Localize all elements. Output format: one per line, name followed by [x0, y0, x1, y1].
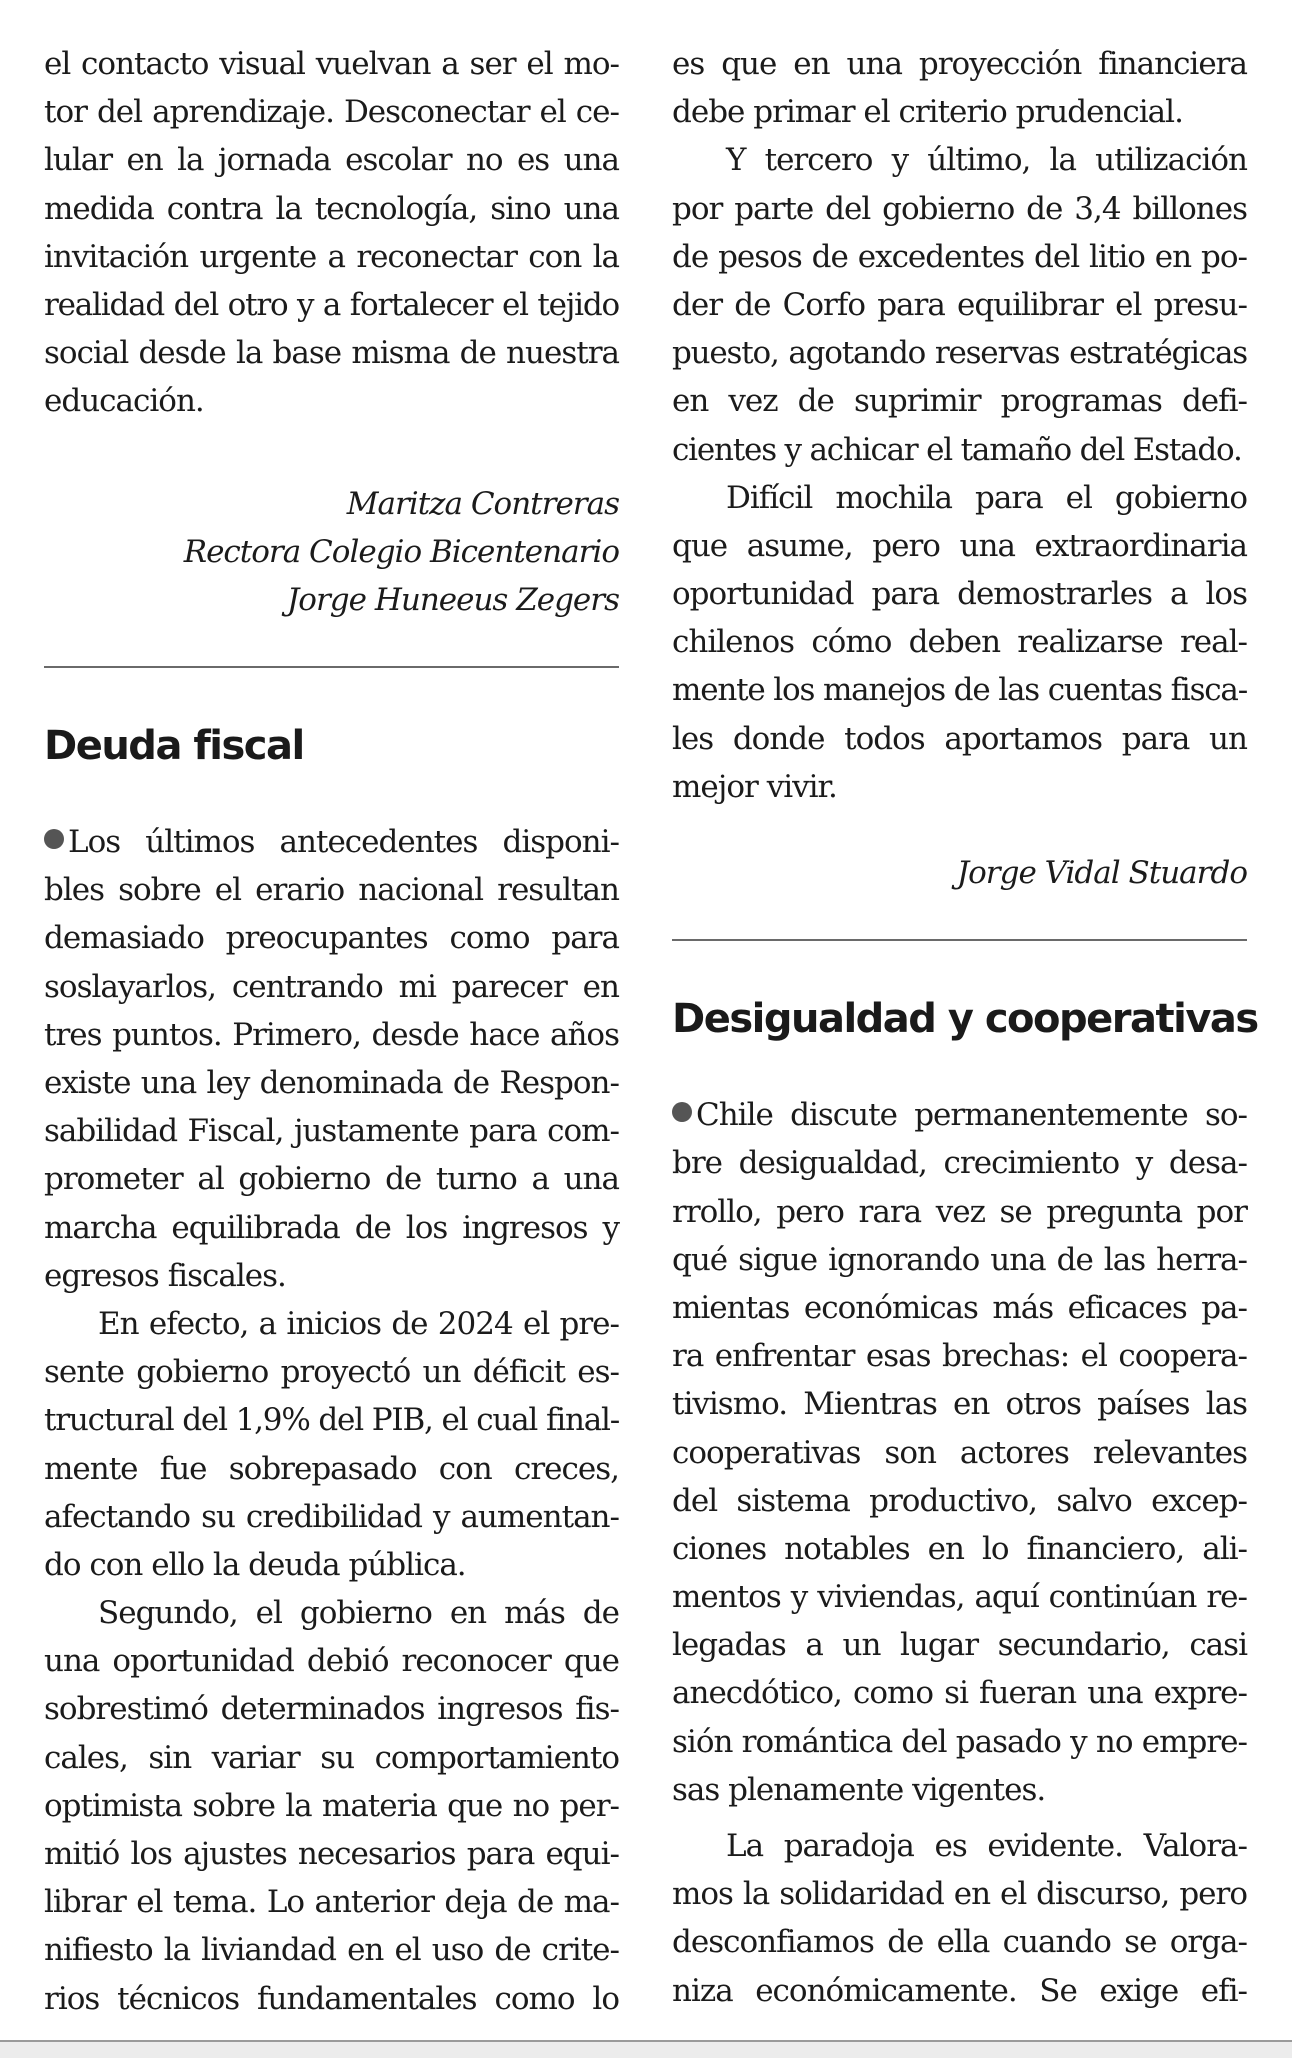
- spacer: [672, 1045, 1247, 1091]
- text-line: librar el tema. Lo anterior deja de ma-: [44, 1884, 619, 1921]
- text-line: de pesos de excedentes del litio en po-: [672, 238, 1247, 275]
- right-column: [672, 0, 1258, 2015]
- text-line: debe primar el criterio prudencial.: [672, 94, 1183, 131]
- text-line: mejor vivir.: [672, 768, 837, 805]
- letter-heading: Deuda fiscal: [44, 723, 304, 770]
- text-line: mente fue sobrepasado con creces,: [44, 1450, 619, 1487]
- text-line: sabilidad Fiscal, justamente para com-: [44, 1113, 619, 1150]
- text-line: desconfiamos de ella cuando se orga-: [672, 1924, 1247, 1961]
- text-line: sobrestimó determinados ingresos fis-: [44, 1691, 619, 1728]
- text-line: que asume, pero una extraordinaria: [672, 527, 1247, 564]
- spacer: [44, 426, 619, 480]
- text-line: sión romántica del pasado y no empre-: [672, 1723, 1247, 1760]
- signature-block: [44, 480, 619, 625]
- text-line: demasiado preocupantes como para: [44, 920, 619, 957]
- signature-role: Rectora Colegio Bicentenario: [183, 533, 619, 570]
- text-line: social desde la base misma de nuestra: [44, 335, 619, 372]
- spacer: [672, 811, 1247, 849]
- spacer: [44, 0, 619, 40]
- text-line: sente gobierno proyectó un déficit es-: [44, 1354, 619, 1391]
- text-line: La paradoja es evidente. Valora-: [726, 1828, 1247, 1864]
- bullet-icon: [672, 1102, 692, 1122]
- letter-tail-paragraph: [44, 40, 619, 426]
- text-line: legadas a un lugar secundario, casi: [672, 1627, 1247, 1664]
- text-line: invitación urgente a reconectar con la: [44, 238, 619, 275]
- text-line: soslayarlos, centrando mi parecer en: [44, 968, 619, 1005]
- letter-paragraph: [44, 818, 619, 1300]
- text-line: ra enfrentar esas brechas: el coopera-: [672, 1338, 1247, 1375]
- signature-school: Jorge Huneeus Zegers: [286, 581, 619, 618]
- text-line: der de Corfo para equilibrar el presu-: [672, 286, 1247, 323]
- letter-paragraph: [44, 1589, 619, 2023]
- text-line: puesto, agotando reservas estratégicas: [672, 335, 1247, 372]
- spacer: [44, 668, 619, 720]
- signature-name: Maritza Contreras: [346, 485, 619, 522]
- text-line: En efecto, a inicios de 2024 el pre-: [98, 1305, 619, 1342]
- spacer: [672, 0, 1247, 40]
- text-line: realidad del otro y a fortalecer el tejido: [44, 286, 619, 323]
- text-line: bles sobre el erario nacional resultan: [44, 872, 619, 909]
- text-line: Y tercero y último, la utilización: [726, 142, 1247, 179]
- text-line: niza económicamente. Se exige efi-: [672, 1972, 1247, 2009]
- text-line: prometer al gobierno de turno a una: [44, 1161, 619, 1198]
- letter-paragraph: [672, 1822, 1247, 2015]
- spacer: [44, 624, 619, 666]
- text-line: les donde todos aportamos para un: [672, 720, 1247, 757]
- text-line: una oportunidad debió reconocer que: [44, 1643, 619, 1680]
- text-line: mitió los ajustes necesarios para equi-: [44, 1836, 619, 1872]
- text-line: sas plenamente vigentes.: [672, 1771, 1046, 1808]
- text-line: tivismo. Mientras en otros países las: [672, 1386, 1247, 1423]
- text-line: nifiesto la liviandad en el uso de crite-: [44, 1932, 619, 1969]
- text-line: cales, sin variar su comportamiento: [44, 1739, 619, 1776]
- page-bottom-edge: [0, 2040, 1292, 2058]
- text-line: egresos fiscales.: [44, 1257, 286, 1294]
- text-line: por parte del gobierno de 3,4 billones: [672, 190, 1247, 227]
- text-line: Difícil mochila para el gobierno: [726, 479, 1247, 516]
- text-line: cooperativas son actores relevantes: [672, 1434, 1247, 1471]
- text-line: existe una ley denominada de Respon-: [44, 1065, 619, 1101]
- letter-paragraph: [672, 474, 1247, 811]
- text-line: medida contra la tecnología, sino una: [44, 190, 619, 227]
- text-line: mientas económicas más eficaces pa-: [672, 1289, 1247, 1326]
- text-line: Chile discute permanentemente so-: [672, 1091, 1247, 1139]
- text-line: ciones notables en lo financiero, ali-: [672, 1530, 1247, 1567]
- text-line: do con ello la deuda pública.: [44, 1546, 466, 1583]
- text-line: mente los manejos de las cuentas fisca-: [672, 672, 1247, 709]
- text-line: Los últimos antecedentes disponi-: [44, 818, 619, 866]
- text-line: en vez de suprimir programas defi-: [672, 383, 1247, 420]
- bullet-icon: [44, 829, 64, 849]
- text-line: rrollo, pero rara vez se pregunta por: [672, 1193, 1247, 1230]
- spacer: [44, 772, 619, 818]
- text-line: del sistema productivo, salvo excep-: [672, 1482, 1247, 1519]
- text-line: mentos y viviendas, aquí continúan re-: [672, 1579, 1247, 1616]
- text-line: marcha equilibrada de los ingresos y: [44, 1209, 619, 1246]
- text-line: mos la solidaridad en el discurso, pero: [672, 1876, 1247, 1913]
- left-column: [44, 0, 619, 2023]
- spacer: [672, 1814, 1247, 1822]
- text-line: qué sigue ignorando una de las herra-: [672, 1241, 1247, 1278]
- text-line: tructural del 1,9% del PIB, el cual final-: [44, 1402, 619, 1439]
- spacer: [672, 897, 1247, 939]
- text-line: optimista sobre la materia que no per-: [44, 1787, 619, 1824]
- letter-paragraph: [672, 1091, 1247, 1814]
- text-line: tor del aprendizaje. Desconectar el ce-: [44, 94, 619, 131]
- text-line: anecdótico, como si fueran una expre-: [672, 1675, 1247, 1712]
- text-line: chilenos cómo deben realizarse real-: [672, 624, 1247, 661]
- text-line: el contacto visual vuelvan a ser el mo-: [44, 46, 619, 82]
- letter-paragraph: [672, 136, 1247, 473]
- signature-name: Jorge Vidal Stuardo: [956, 855, 1247, 891]
- text-line: oportunidad para demostrarles a los: [672, 576, 1247, 613]
- text-line: tres puntos. Primero, desde hace años: [44, 1016, 619, 1053]
- text-line: educación.: [44, 383, 204, 420]
- text-line: rios técnicos fundamentales como lo: [44, 1980, 619, 2017]
- spacer: [672, 941, 1247, 993]
- text-line: es que en una proyección financiera: [672, 46, 1247, 82]
- text-line: lular en la jornada escolar no es una: [44, 142, 619, 179]
- text-line: cientes y achicar el tamaño del Estado.: [672, 431, 1242, 468]
- text-line: afectando su credibilidad y aumentan-: [44, 1498, 619, 1535]
- letter-heading: Desigualdad y cooperativas: [672, 996, 1258, 1043]
- letter-paragraph: [672, 40, 1247, 136]
- letter-paragraph: [44, 1300, 619, 1589]
- text-line: Segundo, el gobierno en más de: [98, 1595, 619, 1632]
- text-line: bre desigualdad, crecimiento y desa-: [672, 1145, 1247, 1182]
